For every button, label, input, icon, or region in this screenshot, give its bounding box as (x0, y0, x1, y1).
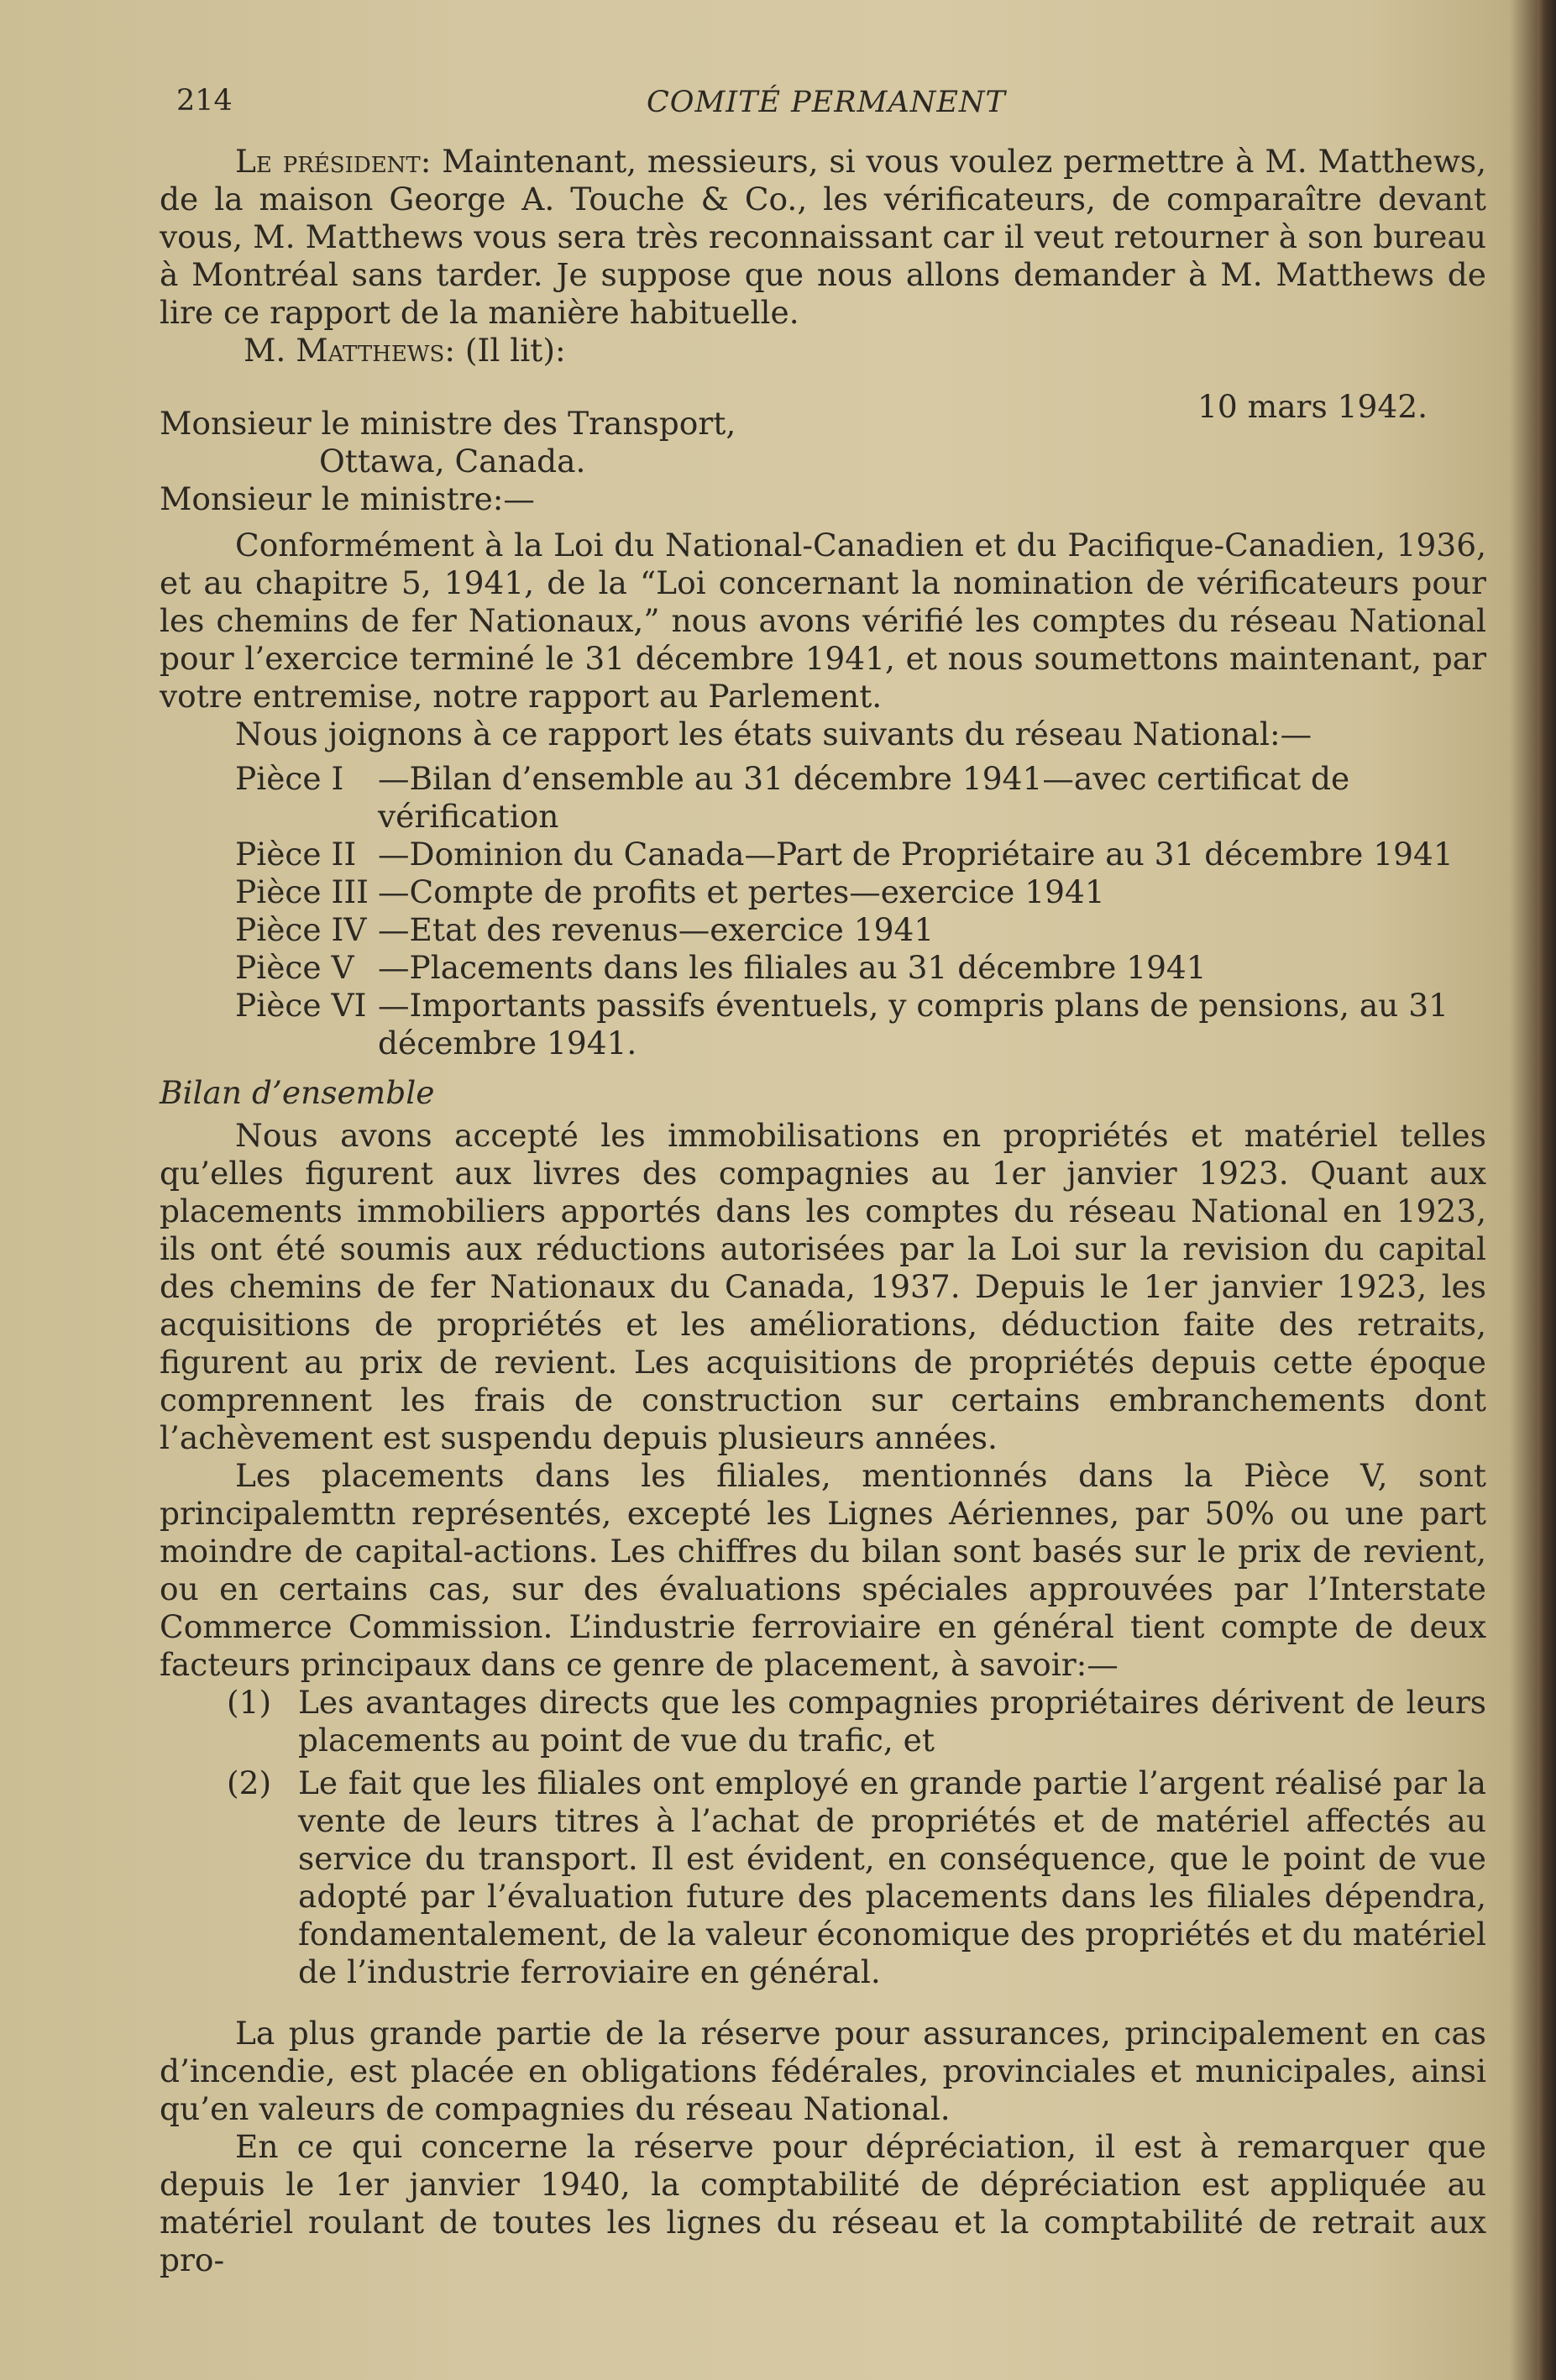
section-paragraph-2: Les placements dans les filiales, mentionnés dans la Pièce V, sont principalemttn représentés, excepté les Lignes Aériennes, par 50% ou une part moindre de capital-actions. Les chiffres du bilan sont basés sur le prix de revient, ou en certains cas, sur des évaluations spéciales approuvées par l’Interstate Commerce Commission. L’industrie ferroviaire en général tient compte de deux facteurs principaux dans ce genre de placement, à savoir:— (160, 1457, 1486, 1683)
item-number: (2) (227, 1764, 272, 1801)
piece-text: —Importants passifs éventuels, y compris plans de pensions, au 31 décembre 1941. (378, 987, 1449, 1062)
numbered-item (160, 1684, 1486, 1759)
item-text: Le fait que les filiales ont employé en grande partie l’argent réalisé par la vente de leurs titres à l’achat de propriétés et de matériel affectés au service du transport. Il est évident, en conséquence, que le point de vue adopté par l’évaluation future des placements dans les filiales dépendra, fondamentalement, de la valeur économique des propriétés et du matériel de l’industrie ferroviaire en général. (298, 1764, 1486, 1990)
body-text (160, 143, 1486, 2279)
section-heading: Bilan d’ensemble (160, 1074, 435, 1111)
numbered-item (160, 1764, 1486, 1991)
piece-text: —Compte de profits et pertes—exercice 1941 (378, 873, 1105, 910)
piece-number: Pièce V (235, 949, 354, 986)
letter-paragraph-2: Nous joignons à ce rapport les états suivants du réseau National:— (235, 716, 1312, 752)
item-text: Les avantages directs que les compagnies propriétaires dérivent de leurs placements au point de vue du trafic, et (298, 1684, 1486, 1759)
letter-salutation: Monsieur le ministre:— (160, 480, 535, 517)
item-number: (1) (227, 1684, 272, 1721)
piece-item (160, 873, 1486, 911)
piece-item (160, 949, 1486, 987)
pieces-list (160, 760, 1486, 1062)
piece-number: Pièce I (235, 760, 344, 797)
piece-text: —Dominion du Canada—Part de Propriétaire au 31 décembre 1941 (378, 836, 1454, 873)
piece-text: —Etat des revenus—exercice 1941 (378, 911, 935, 948)
book-spine-shadow (1538, 0, 1556, 2380)
speaker-president: Le président: (235, 143, 432, 180)
running-title: COMITÉ PERMANENT (647, 86, 1006, 119)
piece-text: —Placements dans les filiales au 31 décembre 1941 (378, 949, 1207, 986)
letter-addressee: Monsieur le ministre des Transport, (160, 405, 736, 442)
section-paragraph-3: La plus grande partie de la réserve pour assurances, principalement en cas d’incendie, est placée en obligations fédérales, provinciales et municipales, ainsi qu’en valeurs de compagnies du réseau National. (160, 2015, 1486, 2127)
speaker-matthews: M. Matthews: (244, 332, 455, 369)
piece-number: Pièce VI (235, 987, 367, 1024)
piece-text: —Bilan d’ensemble au 31 décembre 1941—avec certificat de vérification (378, 760, 1350, 835)
piece-number: Pièce II (235, 836, 357, 873)
matthews-line (160, 332, 1486, 370)
letter-header (160, 388, 1486, 443)
page-header (160, 84, 1503, 134)
piece-item (160, 836, 1486, 873)
piece-item (160, 987, 1486, 1062)
piece-number: Pièce III (235, 873, 369, 910)
letter-date: 10 mars 1942. (1197, 388, 1428, 425)
page-number: 214 (176, 84, 233, 118)
section-paragraph-4: En ce qui concerne la réserve pour dépréciation, il est à remarquer que depuis le 1er janvier 1940, la comptabilité de dépréciation est appliquée au matériel roulant de toutes les lignes du réseau et la comptabilité de retrait aux pro- (160, 2128, 1486, 2278)
section-paragraph-1: Nous avons accepté les immobilisations en propriétés et matériel telles qu’elles figurent aux livres des compagnies au 1er janvier 1923. Quant aux placements immobiliers apportés dans les comptes du réseau National en 1923, ils ont été soumis aux réductions autorisées par la Loi sur la revision du capital des chemins de fer Nationaux du Canada, 1937. Depuis le 1er janvier 1923, les acquisitions de propriétés et les améliorations, déduction faite des retraits, figurent au prix de revient. Les acquisitions de propriétés depuis cette époque comprennent les frais de construction sur certains embranchements dont l’achèvement est suspendu depuis plusieurs années. (160, 1117, 1486, 1456)
piece-item (160, 911, 1486, 949)
letter-paragraph-1: Conformément à la Loi du National-Canadien et du Pacifique-Canadien, 1936, et au chapitre 5, 1941, de la “Loi concernant la nomination de vérificateurs pour les chemins de fer Nationaux,” nous avons vérifié les comptes du réseau National pour l’exercice terminé le 31 décembre 1941, et nous soumettons maintenant, par votre entremise, notre rapport au Parlement. (160, 527, 1486, 715)
intro-text: Maintenant, messieurs, si vous voulez permettre à M. Matthews, de la maison George A. Touche & Co., les vérificateurs, de comparaître devant vous, M. Matthews vous sera très reconnaissant car il veut retourner à son bureau à Montréal sans tarder. Je suppose que nous allons demander à M. Matthews de lire ce rapport de la manière habituelle. (160, 143, 1486, 331)
matthews-reads: (Il lit): (464, 332, 566, 369)
piece-number: Pièce IV (235, 911, 367, 948)
intro-paragraph (160, 143, 1486, 332)
piece-item (160, 760, 1486, 836)
letter-location: Ottawa, Canada. (319, 443, 586, 480)
